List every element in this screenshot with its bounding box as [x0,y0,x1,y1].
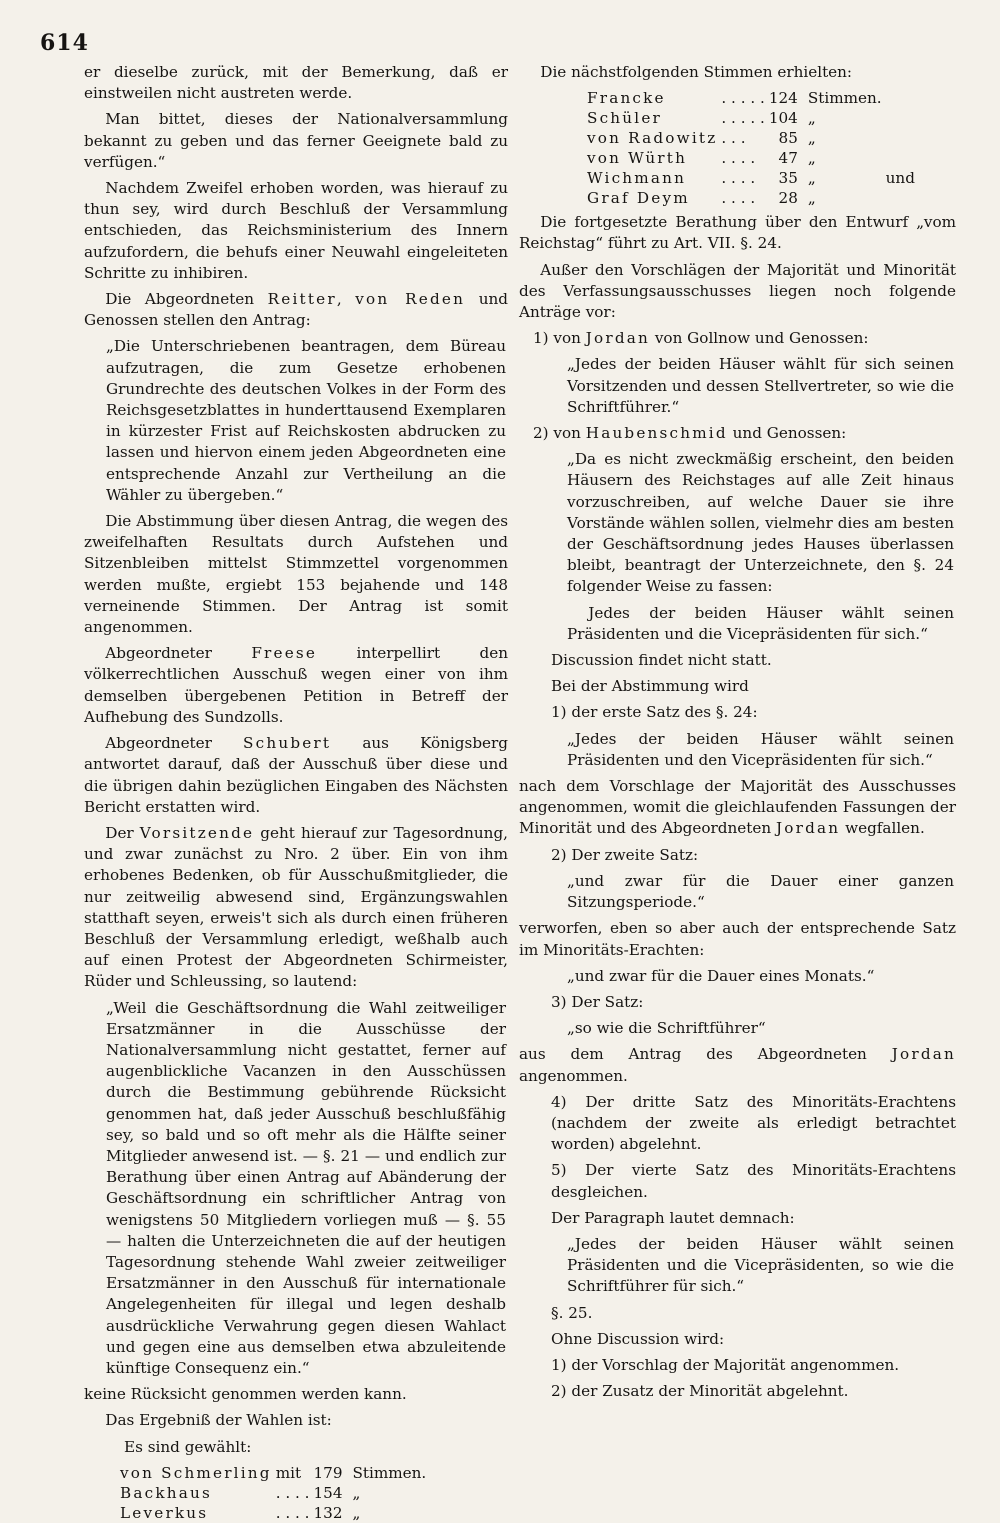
quoted-clause: „und zwar für die Dauer einer ganzen Sitzungsperiode.“ [567,871,954,912]
trailing-word [886,188,919,208]
paragraph: er dieselbe zurück, mit der Bemerkung, daß er einstweilen nicht austreten werde. [84,63,508,103]
right-column [519,62,956,1407]
quoted-clause: „Jedes der beiden Häuser wählt seinen Präsidenten und den Vicepräsidenten für sich.“ [567,729,954,769]
votes-table [587,88,919,208]
list-item: 4) Der dritte Satz des Minoritäts-Erachtens (nachdem der zweite als erledigt betrachtet worden) abgelehnt. [551,1092,956,1154]
table-row [120,1503,430,1523]
speaker-name: Reitter [267,290,337,309]
list-item: 3) Der Satz: [551,992,644,1011]
table-row [120,1463,430,1483]
text-run: wegfallen. [845,819,925,838]
trailing-word [886,148,919,168]
elected-table [120,1463,430,1523]
leader-dots: . . . . [721,189,756,208]
vote-count: 154 [313,1483,343,1502]
table-row [587,108,919,128]
text-run: von Gollnow und Genossen: [654,329,869,348]
leader-dots: . . . . [721,149,756,168]
paragraph [84,643,508,728]
candidate-name: Backhaus [120,1483,212,1502]
vote-unit: „ [352,1483,361,1502]
leader-dots: . . . . [275,1483,310,1502]
paragraph: Die nächstfolgenden Stimmen erhielten: [540,63,853,81]
speaker-name: Jordan [585,329,651,348]
vote-count: 124 [768,89,798,108]
speaker-name: Schubert [243,734,332,753]
list-item [533,423,956,444]
paragraph: Außer den Vorschlägen der Majorität und Minorität des Verfassungsausschusses liegen noch folgende Anträge vor: [519,260,956,322]
quoted-motion: „Da es nicht zweckmäßig erscheint, den beiden Häusern des Reichstages auf alle Zeit hinaus vorzuschreiben, auf welche Dauer sie ihre Vorstände wählen sollen, vielmehr dies am besten der Geschäftsordnung jedes Hauses überlassen bleibt, beantragt der Unterzeichnete, den §. 24 folgender Weise zu fassen: [567,450,954,596]
speaker-name: Haubenschmid [585,424,728,443]
quoted-clause: „und zwar für die Dauer eines Monats.“ [567,966,875,985]
paragraph: Das Ergebniß der Wahlen ist: [105,1411,332,1430]
text-run: aus Königsberg antwortet darauf, daß der Ausschuß über diese und die übrigen dahin bezüglichen Eingaben des Nächsten Bericht erstatten wird. [84,734,509,816]
leader-dots: . . . . [275,1503,310,1522]
vote-unit: Stimmen. [352,1463,427,1482]
vote-unit: „ [807,189,816,208]
paragraph [84,733,508,818]
candidate-name: von Radowitz [587,129,718,148]
vote-count: 35 [778,169,798,188]
paragraph: Die fortgesetzte Berathung über den Entwurf „vom Reichstag“ führt zu Art. VII. §. 24. [519,213,956,253]
paragraph: Es sind gewählt: [124,1437,252,1456]
paragraph: Der Paragraph lautet demnach: [551,1208,795,1227]
leader-dots: . . . . . [721,89,765,108]
paragraph: Nachdem Zweifel erhoben worden, was hierauf zu thun sey, wird durch Beschluß der Versammlung entschieden, das Reichsministerium des Innern aufzufordern, die behufs einer Neuwahl eingeleiteten Schritte zu inhibiren. [84,179,508,282]
text-run: angenommen. [519,1066,628,1085]
trailing-word: und [885,169,915,188]
vote-unit: „ [807,149,816,168]
speaker-name: Vorsitzende [139,823,255,842]
text-run: Abgeordneter [105,734,212,753]
vote-count: 132 [313,1503,343,1522]
vote-unit: „ [807,109,816,128]
trailing-word [886,88,919,108]
paragraph: Bei der Abstimmung wird [551,677,749,696]
text-run: Der [105,823,134,842]
candidate-name: Wichmann [587,169,687,188]
paragraph: Ohne Discussion wird: [551,1329,725,1348]
text-run: und Genossen: [732,424,847,443]
text-run: aus dem Antrag des Abgeordneten [519,1045,867,1064]
vote-unit: „ [807,169,816,188]
table-row [587,168,919,188]
table-row [120,1483,430,1503]
text-run: 2) von [533,424,581,443]
text-run: Abgeordneter [105,644,212,663]
paragraph [84,289,508,331]
text-run: geht hierauf zur Tagesordnung, und zwar zunächst zu Nro. 2 über. Ein von ihm erhobenes Bedenken, ob für Ausschußmitglieder, die nur zeitweilig abwesend sind, Ergänzungswahlen statthaft seyen, erweis't sich als durch einen früheren Beschluß der Versammlung erledigt, weßhalb auch auf einen Protest der Abgeordneten Schirmeister, Rüder und Schleussing, so lautend: [84,823,509,991]
list-item: 1) der Vorschlag der Majorität angenommen. [551,1355,900,1374]
speaker-name: Jordan [891,1045,956,1064]
candidate-name: von Schmerling [120,1463,272,1482]
paragraph [519,776,956,840]
text-run: 1) von [533,329,581,348]
candidate-name: Francke [587,89,666,108]
quoted-motion: „Jedes der beiden Häuser wählt für sich seinen Vorsitzenden und dessen Stellvertreter, so wie die Schriftführer.“ [567,355,954,416]
paragraph: keine Rücksicht genommen werden kann. [84,1385,407,1404]
vote-count: 28 [778,189,798,208]
list-item: 5) Der vierte Satz des Minoritäts-Erachtens desgleichen. [551,1161,956,1201]
quoted-protest: „Weil die Geschäftsordnung die Wahl zeitweiliger Ersatzmänner in die Ausschüsse der Nationalversammlung nicht gestattet, ferner auf augenblickliche Vacanzen in den Ausschüssen durch die Bestimmung gebührende Rücksicht genommen hat, daß jeder Ausschuß beschlußfähig sey, so bald und so oft mehr als die Hälfte seiner Mitglieder anwesend ist. — §. 21 — und endlich zur Berathung über einen Antrag auf Abänderung der Geschäftsordnung ein schriftlicher Antrag von wenigstens 50 Mitgliedern vorliegen muß — §. 55 — halten die Unterzeichneten die auf der heutigen Tagesordnung stehende Wahl zweier zeitweiliger Ersatzmänner in den Ausschuß für internationale Angelegenheiten für illegal und legen deshalb ausdrückliche Verwahrung gegen diesen Wahlact und gegen eine aus demselben etwa abzuleitende künftige Consequenz ein.“ [106,998,506,1377]
paragraph [519,1044,956,1086]
candidate-name: von Würth [587,149,688,168]
trailing-word [886,108,919,128]
list-item: 1) der erste Satz des §. 24: [551,703,758,722]
candidate-name: Schüler [587,109,662,128]
left-column [84,62,508,1523]
list-item [533,328,956,349]
text-run: und Genossen stellen den Antrag: [84,290,508,330]
paragraph: verworfen, eben so aber auch der entsprechende Satz im Minoritäts-Erachten: [519,919,956,959]
text-run: , [336,290,342,309]
leader-dots: . . . [721,129,746,148]
text-run: nach dem Vorschlage der Majorität des Ausschusses angenommen, womit die gleichlaufenden Fassungen der Minorität und des Abgeordneten [519,777,956,838]
text-run: interpellirt den völkerrechtlichen Ausschuß wegen einer von ihm demselben übergebenen Petition in Betreff der Aufhebung des Sundzolls. [84,644,508,726]
vote-unit: „ [807,129,816,148]
leader-dots: . . . . [721,169,756,188]
leader-dots: mit [275,1463,302,1482]
trailing-word [886,128,919,148]
speaker-name: Freese [251,644,318,663]
section-number: §. 25. [551,1303,593,1322]
paragraph: Man bittet, dieses der Nationalversammlung bekannt zu geben und das ferner Geeignete bald zu verfügen.“ [84,110,508,171]
vote-count: 179 [313,1463,343,1482]
vote-unit: Stimmen. [807,89,882,108]
quoted-motion: Jedes der beiden Häuser wählt seinen Präsidenten und die Vicepräsidenten für sich.“ [567,603,954,643]
quoted-paragraph: „Jedes der beiden Häuser wählt seinen Präsidenten und die Vicepräsidenten, so wie die Schriftführer für sich.“ [567,1234,954,1296]
table-row [587,88,919,108]
table-row [587,188,919,208]
candidate-name: Leverkus [120,1503,209,1522]
paragraph: Discussion findet nicht statt. [551,651,772,670]
table-row [587,148,919,168]
text-run: Die Abgeordneten [105,290,255,309]
vote-count: 104 [768,109,798,128]
speaker-name: Jordan [775,819,841,838]
leader-dots: . . . . . [721,109,765,128]
vote-count: 85 [778,129,798,148]
list-item: 2) Der zweite Satz: [551,845,699,864]
table-row [587,128,919,148]
page-number: 614 [40,30,89,56]
candidate-name: Graf Deym [587,189,690,208]
paragraph: Die Abstimmung über diesen Antrag, die wegen des zweifelhaften Resultats durch Aufstehen und Sitzenbleiben mittelst Stimmzettel vorgenommen werden mußte, ergiebt 153 bejahende und 148 verneinende Stimmen. Der Antrag ist somit angenommen. [84,512,508,637]
vote-count: 47 [778,149,798,168]
paragraph [84,823,508,993]
list-item: 2) der Zusatz der Minorität abgelehnt. [551,1382,849,1401]
quoted-clause: „so wie die Schriftführer“ [567,1019,766,1038]
speaker-name: von Reden [355,290,466,309]
vote-unit: „ [352,1503,361,1522]
quoted-motion: „Die Unterschriebenen beantragen, dem Büreau aufzutragen, die zum Gesetze erhobenen Grundrechte des deutschen Volkes in der Form des Reichsgesetzblattes in hunderttausend Exemplaren in kürzester Frist auf Reichskosten abdrucken zu lassen und hiervon einem jeden Abgeordneten eine entsprechende Anzahl zur Vertheilung an die Wähler zu übergeben.“ [106,337,506,504]
